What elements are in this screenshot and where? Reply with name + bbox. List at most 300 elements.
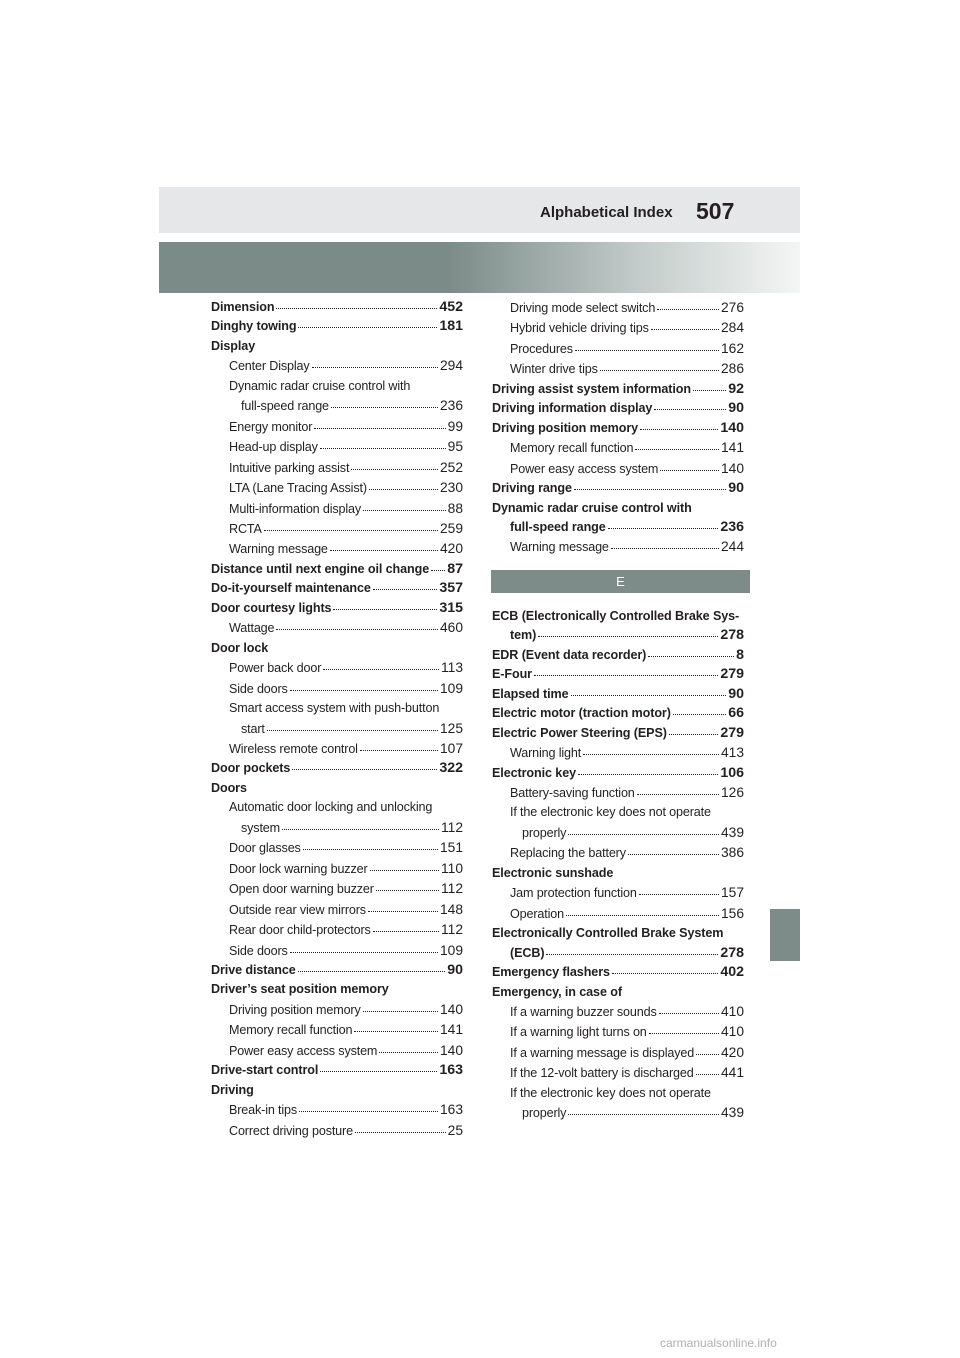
index-subentry xyxy=(492,359,744,379)
entry-label: If a warning light turns on xyxy=(510,1025,647,1040)
dot-leader xyxy=(611,548,719,549)
dot-leader xyxy=(546,954,718,955)
entry-label: Do-it-yourself maintenance xyxy=(211,581,371,596)
entry-label: Door courtesy lights xyxy=(211,600,332,615)
index-subentry xyxy=(211,699,463,718)
entry-label: Driving position memory xyxy=(492,420,639,435)
dot-leader xyxy=(298,327,437,328)
index-heading xyxy=(492,983,744,1002)
index-subentry xyxy=(492,298,744,318)
entry-label: Winter drive tips xyxy=(510,362,598,377)
index-subentry xyxy=(492,1002,744,1022)
index-entry xyxy=(211,560,463,579)
entry-label: (ECB) xyxy=(510,945,545,960)
entry-page-number: 357 xyxy=(439,580,463,597)
entry-label: LTA (Lane Tracing Assist) xyxy=(229,481,367,496)
entry-page-number: 259 xyxy=(439,520,463,536)
dot-leader xyxy=(649,1033,719,1034)
entry-label: Dynamic radar cruise control with xyxy=(229,378,411,393)
entry-label: Elapsed time xyxy=(492,686,569,701)
index-entry-continuation xyxy=(492,944,744,963)
dot-leader xyxy=(693,390,726,391)
entry-label: If the electronic key does not operate xyxy=(510,805,711,820)
index-subentry xyxy=(492,743,744,763)
dot-leader xyxy=(575,350,719,351)
entry-page-number: 294 xyxy=(439,358,463,374)
entry-page-number: 410 xyxy=(720,1024,744,1040)
index-subentry xyxy=(211,941,463,961)
dot-leader xyxy=(370,870,440,871)
index-subentry xyxy=(492,459,744,479)
index-entry xyxy=(492,646,744,665)
entry-label: properly xyxy=(522,1106,567,1121)
index-entry xyxy=(492,963,744,982)
dot-leader xyxy=(320,448,446,449)
entry-page-number: 181 xyxy=(439,318,463,335)
entry-label: Memory recall function xyxy=(229,1023,353,1038)
dot-leader xyxy=(333,609,437,610)
entry-label: properly xyxy=(522,825,567,840)
entry-label: Driving range xyxy=(492,481,572,496)
index-subentry xyxy=(211,739,463,759)
index-subentry-continuation xyxy=(492,1103,744,1123)
dot-leader xyxy=(379,1052,438,1053)
dot-leader xyxy=(267,730,438,731)
entry-label: Electronically Controlled Brake System xyxy=(492,926,724,941)
index-entry xyxy=(492,704,744,723)
entry-label: Correct driving posture xyxy=(229,1123,353,1138)
dot-leader xyxy=(628,854,719,855)
entry-label: If the electronic key does not operate xyxy=(510,1085,711,1100)
entry-label: Operation xyxy=(510,906,564,921)
entry-page-number: 279 xyxy=(720,724,744,741)
entry-page-number: 140 xyxy=(720,419,744,436)
entry-page-number: 106 xyxy=(720,764,744,781)
index-subentry xyxy=(492,904,744,924)
entry-page-number: 322 xyxy=(439,760,463,777)
entry-page-number: 112 xyxy=(441,819,463,835)
entry-label: Power easy access system xyxy=(510,461,659,476)
entry-page-number: 148 xyxy=(439,901,463,917)
index-heading xyxy=(492,864,744,883)
entry-page-number: 278 xyxy=(720,944,744,961)
dot-leader xyxy=(292,769,437,770)
entry-page-number: 402 xyxy=(720,964,744,981)
dot-leader xyxy=(608,528,719,529)
entry-label: Energy monitor xyxy=(229,419,313,434)
entry-label: Driving xyxy=(211,1082,254,1097)
index-entry xyxy=(492,764,744,783)
entry-page-number: 151 xyxy=(439,840,463,856)
index-subentry xyxy=(211,478,463,498)
entry-page-number: 156 xyxy=(720,905,744,921)
dot-leader xyxy=(654,409,726,410)
index-subentry-continuation xyxy=(211,719,463,739)
entry-page-number: 140 xyxy=(720,460,744,476)
entry-label: Distance until next engine oil change xyxy=(211,561,430,576)
entry-page-number: 386 xyxy=(720,845,744,861)
entry-page-number: 90 xyxy=(728,480,744,497)
index-subentry xyxy=(211,618,463,638)
index-subentry xyxy=(211,356,463,376)
entry-label: Center Display xyxy=(229,359,310,374)
dot-leader xyxy=(360,750,438,751)
dot-leader xyxy=(282,829,439,830)
dot-leader xyxy=(660,470,719,471)
dot-leader xyxy=(635,449,719,450)
entry-label: Wireless remote control xyxy=(229,741,358,756)
dot-leader xyxy=(538,636,718,637)
dot-leader xyxy=(376,890,439,891)
dot-leader xyxy=(637,794,719,795)
index-subentry xyxy=(211,658,463,678)
dot-leader xyxy=(600,370,719,371)
entry-label: Warning light xyxy=(510,746,582,761)
index-entry xyxy=(492,399,744,418)
index-subentry xyxy=(492,1022,744,1042)
entry-label: Break-in tips xyxy=(229,1103,298,1118)
entry-page-number: 439 xyxy=(720,824,744,840)
index-subentry xyxy=(211,437,463,457)
entry-label: Head-up display xyxy=(229,440,318,455)
entry-label: Intuitive parking assist xyxy=(229,460,350,475)
entry-label: Memory recall function xyxy=(510,441,634,456)
index-subentry xyxy=(211,798,463,817)
entry-page-number: 141 xyxy=(720,440,744,456)
index-subentry xyxy=(492,783,744,803)
entry-page-number: 252 xyxy=(439,459,463,475)
dot-leader xyxy=(331,407,438,408)
entry-label: Driving mode select switch xyxy=(510,301,656,315)
dot-leader xyxy=(651,329,719,330)
dot-leader xyxy=(323,669,439,670)
index-subentry xyxy=(211,879,463,899)
entry-page-number: 244 xyxy=(720,539,744,555)
entry-page-number: 157 xyxy=(720,885,744,901)
page-section-title: Alphabetical Index xyxy=(540,204,673,221)
entry-page-number: 90 xyxy=(447,961,463,978)
dot-leader xyxy=(264,530,438,531)
entry-page-number: 95 xyxy=(447,439,463,455)
dot-leader xyxy=(355,1132,446,1133)
index-subentry xyxy=(211,377,463,396)
entry-page-number: 410 xyxy=(720,1003,744,1019)
entry-label: Automatic door locking and unlocking xyxy=(229,800,433,815)
index-subentry xyxy=(211,458,463,478)
dot-leader xyxy=(354,1031,438,1032)
dot-leader xyxy=(373,931,439,932)
chapter-tab-marker xyxy=(770,909,800,961)
entry-label: full-speed range xyxy=(510,519,606,534)
entry-page-number: 90 xyxy=(728,400,744,417)
entry-page-number: 236 xyxy=(439,398,463,414)
index-entry xyxy=(492,380,744,399)
index-subentry xyxy=(492,1063,744,1083)
dot-leader xyxy=(368,911,438,912)
entry-label: Side doors xyxy=(229,681,288,696)
entry-page-number: 113 xyxy=(441,660,463,676)
index-subentry xyxy=(492,537,744,557)
entry-label: EDR (Event data recorder) xyxy=(492,647,647,662)
dot-leader xyxy=(276,629,438,630)
dot-leader xyxy=(303,849,438,850)
entry-label: Procedures xyxy=(510,341,573,356)
entry-label: Dimension xyxy=(211,300,275,314)
index-heading xyxy=(492,607,744,626)
entry-label: Rear door child-protectors xyxy=(229,923,371,938)
entry-page-number: 99 xyxy=(447,418,463,434)
dot-leader xyxy=(298,971,446,972)
entry-page-number: 25 xyxy=(447,1122,463,1138)
index-entry xyxy=(211,759,463,778)
entry-label: Electric motor (traction motor) xyxy=(492,706,671,721)
dot-leader xyxy=(639,894,719,895)
index-heading xyxy=(211,1081,463,1100)
entry-page-number: 92 xyxy=(728,380,744,397)
entry-label: E-Four xyxy=(492,667,532,682)
entry-label: Driving position memory xyxy=(229,1002,361,1017)
index-column-right xyxy=(492,298,744,1124)
entry-label: ECB (Electronically Controlled Brake Sys- xyxy=(492,608,740,623)
index-subentry xyxy=(211,1100,463,1120)
index-subentry xyxy=(211,417,463,437)
entry-label: Drive distance xyxy=(211,962,296,977)
dot-leader xyxy=(659,1013,719,1014)
entry-page-number: 286 xyxy=(720,361,744,377)
dot-leader xyxy=(574,489,726,490)
index-entry xyxy=(492,685,744,704)
index-entry xyxy=(492,724,744,743)
entry-label: Electronic sunshade xyxy=(492,865,614,880)
entry-page-number: 107 xyxy=(439,740,463,756)
dot-leader xyxy=(351,469,438,470)
entry-label: Electric Power Steering (EPS) xyxy=(492,725,667,740)
dot-leader xyxy=(363,1011,438,1012)
index-subentry xyxy=(211,1121,463,1141)
entry-label: Doors xyxy=(211,780,247,795)
dot-leader xyxy=(373,589,438,590)
index-subentry xyxy=(492,803,744,822)
index-entry xyxy=(492,479,744,498)
index-subentry-continuation xyxy=(211,818,463,838)
entry-page-number: 66 xyxy=(728,705,744,722)
entry-page-number: 420 xyxy=(720,1044,744,1060)
entry-page-number: 112 xyxy=(441,881,463,897)
dot-leader xyxy=(299,1111,438,1112)
entry-label: Outside rear view mirrors xyxy=(229,902,366,917)
dot-leader xyxy=(369,489,438,490)
entry-label: Replacing the battery xyxy=(510,846,626,861)
watermark: carmanualsonline.info xyxy=(660,1336,777,1350)
dot-leader xyxy=(431,570,445,571)
index-entry xyxy=(211,317,463,336)
entry-label: If a warning message is displayed xyxy=(510,1045,695,1060)
entry-page-number: 109 xyxy=(439,942,463,958)
dot-leader xyxy=(640,429,718,430)
entry-label: Hybrid vehicle driving tips xyxy=(510,321,649,336)
entry-label: Driver’s seat position memory xyxy=(211,982,389,997)
index-heading xyxy=(211,639,463,658)
entry-label: Power easy access system xyxy=(229,1043,378,1058)
entry-label: system xyxy=(241,820,280,835)
dot-leader xyxy=(568,834,719,835)
dot-leader xyxy=(290,952,438,953)
dot-leader xyxy=(583,754,719,755)
index-entry xyxy=(211,579,463,598)
index-entry xyxy=(211,961,463,980)
entry-page-number: 141 xyxy=(439,1022,463,1038)
entry-label: Door lock warning buzzer xyxy=(229,861,368,876)
dot-leader xyxy=(696,1054,719,1055)
entry-page-number: 126 xyxy=(720,784,744,800)
index-subentry xyxy=(211,900,463,920)
entry-page-number: 420 xyxy=(439,541,463,557)
entry-label: tem) xyxy=(510,628,537,643)
entry-page-number: 441 xyxy=(720,1065,744,1081)
page-number: 507 xyxy=(696,198,735,224)
entry-label: Door glasses xyxy=(229,841,301,856)
entry-label: Multi-information display xyxy=(229,501,362,516)
entry-label: Driving assist system information xyxy=(492,381,691,396)
dot-leader xyxy=(696,1074,719,1075)
entry-page-number: 163 xyxy=(439,1102,463,1118)
entry-page-number: 460 xyxy=(439,620,463,636)
dot-leader xyxy=(648,656,734,657)
entry-page-number: 276 xyxy=(720,300,744,315)
index-subentry xyxy=(492,843,744,863)
index-subentry xyxy=(211,859,463,879)
entry-page-number: 284 xyxy=(720,320,744,336)
dot-leader xyxy=(276,308,437,309)
index-subentry xyxy=(492,318,744,338)
index-subentry xyxy=(211,679,463,699)
index-subentry xyxy=(211,519,463,539)
index-heading xyxy=(211,980,463,999)
dot-leader xyxy=(312,367,438,368)
entry-label: Electronic key xyxy=(492,765,577,780)
index-subentry xyxy=(211,1000,463,1020)
entry-label: Emergency, in case of xyxy=(492,984,622,999)
index-subentry xyxy=(211,539,463,559)
entry-label: Emergency flashers xyxy=(492,965,610,980)
index-subentry xyxy=(211,1041,463,1061)
index-subentry-continuation xyxy=(211,396,463,416)
entry-page-number: 315 xyxy=(439,599,463,616)
dot-leader xyxy=(612,973,718,974)
entry-label: If a warning buzzer sounds xyxy=(510,1004,657,1019)
index-heading xyxy=(492,924,744,943)
entry-page-number: 279 xyxy=(720,666,744,683)
index-entry xyxy=(492,419,744,438)
entry-page-number: 90 xyxy=(728,685,744,702)
entry-page-number: 413 xyxy=(720,745,744,761)
entry-label: start xyxy=(241,721,265,736)
dot-leader xyxy=(673,714,726,715)
dot-leader xyxy=(566,915,719,916)
entry-label: Open door warning buzzer xyxy=(229,882,374,897)
entry-label: Dynamic radar cruise control with xyxy=(492,500,692,515)
entry-label: Smart access system with push-button xyxy=(229,701,440,716)
entry-page-number: 140 xyxy=(439,1042,463,1058)
section-header-e: E xyxy=(491,570,750,593)
entry-label: If the 12-volt battery is discharged xyxy=(510,1066,694,1081)
index-subentry xyxy=(492,883,744,903)
index-entry-continuation xyxy=(492,626,744,645)
entry-page-number: 109 xyxy=(439,680,463,696)
dot-leader xyxy=(568,1114,719,1115)
entry-page-number: 88 xyxy=(447,500,463,516)
entry-label: Dinghy towing xyxy=(211,319,297,334)
entry-page-number: 87 xyxy=(447,560,463,577)
entry-label: Warning message xyxy=(510,540,609,555)
entry-label: Jam protection function xyxy=(510,886,637,901)
dot-leader xyxy=(320,1071,437,1072)
index-subentry xyxy=(211,1020,463,1040)
entry-page-number: 110 xyxy=(441,860,463,876)
index-entry xyxy=(492,665,744,684)
dot-leader xyxy=(571,695,727,696)
entry-page-number: 112 xyxy=(441,922,463,938)
index-subentry xyxy=(211,838,463,858)
entry-label: full-speed range xyxy=(241,399,329,414)
entry-label: RCTA xyxy=(229,521,262,536)
index-entry xyxy=(211,599,463,618)
entry-page-number: 8 xyxy=(736,646,744,663)
index-subentry xyxy=(211,920,463,940)
index-entry xyxy=(211,1061,463,1080)
dot-leader xyxy=(330,550,438,551)
entry-label: Battery-saving function xyxy=(510,785,635,800)
entry-page-number: 236 xyxy=(720,518,744,535)
index-heading xyxy=(211,779,463,798)
dot-leader xyxy=(578,774,718,775)
entry-label: Warning message xyxy=(229,542,328,557)
index-column-left xyxy=(211,298,463,1141)
entry-page-number: 163 xyxy=(439,1062,463,1079)
dot-leader xyxy=(669,734,718,735)
entry-page-number: 452 xyxy=(439,299,463,315)
index-subentry xyxy=(492,1043,744,1063)
entry-label: Display xyxy=(211,338,256,353)
index-subentry xyxy=(492,339,744,359)
index-subentry xyxy=(492,1084,744,1103)
entry-label: Door lock xyxy=(211,640,269,655)
index-entry xyxy=(211,298,463,317)
entry-label: Door pockets xyxy=(211,761,291,776)
dot-leader xyxy=(657,309,719,310)
entry-page-number: 230 xyxy=(439,480,463,496)
entry-page-number: 140 xyxy=(439,1001,463,1017)
entry-page-number: 162 xyxy=(720,340,744,356)
entry-label: Drive-start control xyxy=(211,1063,319,1078)
entry-label: Wattage xyxy=(229,621,275,636)
index-heading xyxy=(492,499,744,518)
index-entry-continuation xyxy=(492,518,744,537)
entry-page-number: 278 xyxy=(720,627,744,644)
index-subentry xyxy=(492,438,744,458)
dot-leader xyxy=(314,428,445,429)
entry-page-number: 125 xyxy=(439,720,463,736)
entry-page-number: 439 xyxy=(720,1105,744,1121)
decorative-banner xyxy=(159,242,800,293)
dot-leader xyxy=(363,510,446,511)
entry-label: Driving information display xyxy=(492,401,653,416)
index-subentry xyxy=(211,499,463,519)
index-subentry-continuation xyxy=(492,823,744,843)
index-heading xyxy=(211,337,463,356)
dot-leader xyxy=(290,690,438,691)
entry-label: Power back door xyxy=(229,661,322,676)
